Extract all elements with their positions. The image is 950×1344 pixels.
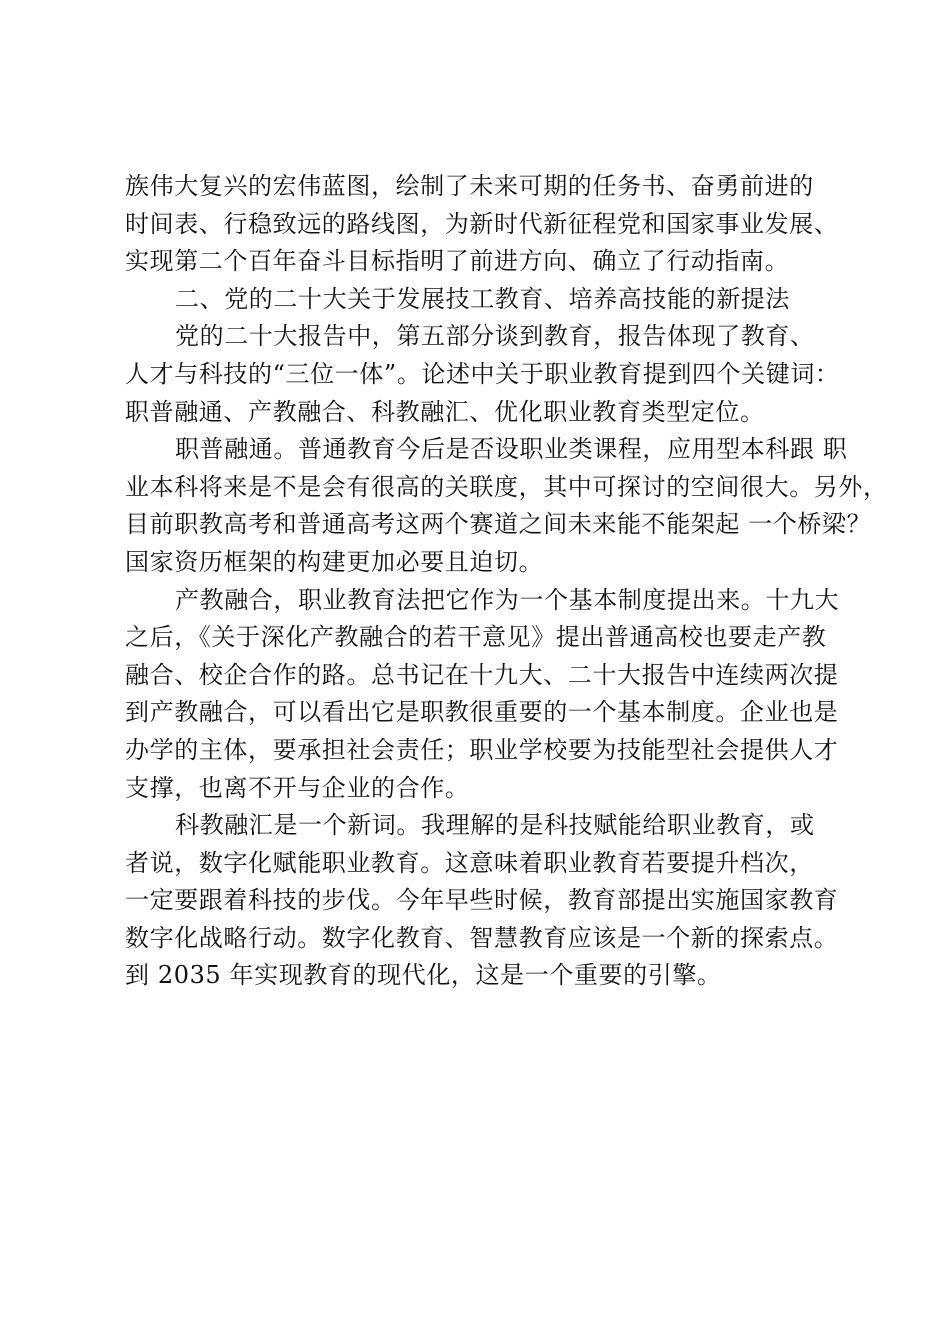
section-heading: 二、党的二十大关于发展技工教育、培养高技能的新提法 [175, 284, 790, 313]
text-line: 族伟大复兴的宏伟蓝图，绘制了未来可期的任务书、奋勇前进的 [125, 172, 814, 200]
paragraph-start: 产教融合，职业教育法把它作为一个基本制度提出来。十九大 [175, 585, 840, 614]
text-line: 到 2035 年实现教育的现代化，这是一个重要的引擎。 [125, 961, 722, 990]
text-line: 目前职教高考和普通高考这两个赛道之间未来能不能架起 一个桥梁？ [125, 510, 872, 539]
text-line: 职普融通、产教融合、科教融汇、优化职业教育类型定位。 [125, 397, 765, 426]
paragraph-start: 科教融汇是一个新词。我理解的是科技赋能给职业教育，或 [175, 811, 815, 840]
text-line: 时间表、行稳致远的路线图，为新时代新征程党和国家事业发展、 [125, 209, 839, 238]
text-line: 者说，数字化赋能职业教育。这意味着职业教育若要提升档次， [125, 848, 814, 877]
text-line: 数字化战略行动。数字化教育、智慧教育应该是一个新的探索点。 [125, 923, 839, 952]
text-line: 之后，《关于深化产教融合的若干意见》提出普通高校也要走产教 [125, 623, 827, 652]
text-line: 国家资历框架的构建更加必要且迫切。 [125, 547, 544, 576]
paragraph-start: 党的二十大报告中，第五部分谈到教育，报告体现了教育、 [175, 322, 815, 351]
text-line: 一定要跟着科技的步伐。今年早些时候，教育部提出实施国家教育 [125, 886, 839, 915]
text-line: 到产教融合，可以看出它是职教很重要的一个基本制度。企业也是 [125, 698, 839, 727]
text-line: 业本科将来是不是会有很高的关联度，其中可探讨的空间很大。另外， [125, 472, 888, 501]
paragraph-start: 职普融通。普通教育今后是否设职业类课程，应用型本科跟 职 [175, 435, 848, 464]
text-line: 支撑，也离不开与企业的合作。 [125, 773, 470, 802]
text-line: 融合、校企合作的路。总书记在十九大、二十大报告中连续两次提 [125, 660, 839, 689]
body-text [125, 168, 888, 995]
text-line: 人才与科技的“三位一体”。论述中关于职业教育提到四个关键词： [125, 359, 840, 388]
text-line: 实现第二个百年奋斗目标指明了前进方向、确立了行动指南。 [125, 247, 790, 276]
text-line: 办学的主体，要承担社会责任；职业学校要为技能型社会提供人才 [125, 735, 839, 764]
